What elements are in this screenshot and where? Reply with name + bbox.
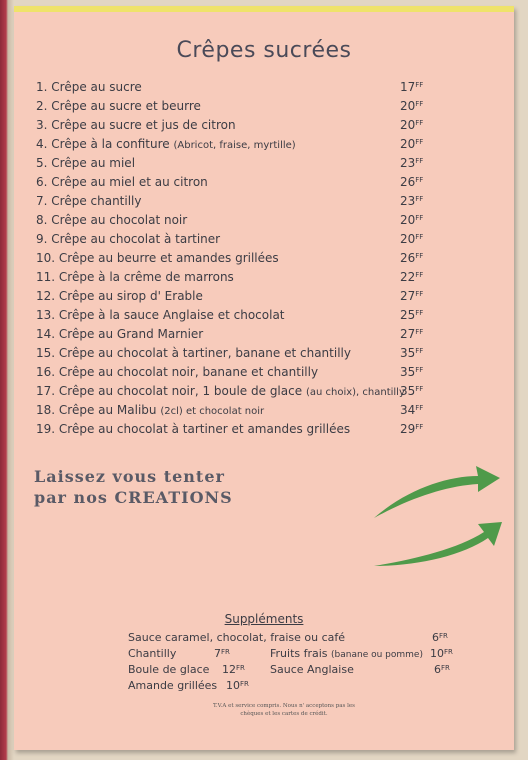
menu-item-name: 16. Crêpe au chocolat noir, banane et chantilly bbox=[36, 365, 319, 379]
currency-unit: FF bbox=[415, 119, 424, 127]
menu-item-price: $20^{FF}$ bbox=[400, 137, 424, 151]
supplement-amande-label: Amande grillées bbox=[128, 679, 218, 692]
menu-item-price: $22^{FF}$ bbox=[400, 270, 424, 284]
menu-item bbox=[36, 268, 456, 287]
menu-item-price: $26^{FF}$ bbox=[400, 251, 424, 265]
supplement-anglaise-price: $6^{FR}$ bbox=[434, 663, 450, 676]
menu-item-name: 10. Crêpe au beurre et amandes grillées bbox=[36, 251, 279, 265]
supplement-amande-price: $10^{FR}$ bbox=[226, 679, 249, 692]
menu-item-name: 19. Crêpe au chocolat à tartiner et amandes grillées bbox=[36, 422, 351, 436]
currency-unit: FF bbox=[415, 423, 424, 431]
menu-item bbox=[36, 420, 456, 439]
currency-unit: FF bbox=[415, 81, 424, 89]
menu-item-note: (Abricot, fraise, myrtille) bbox=[173, 140, 296, 151]
supplement-fruits-label: Fruits frais (banane ou pomme) bbox=[270, 647, 423, 660]
footer-line-2: chèques et les cartes de crédit. bbox=[240, 711, 328, 717]
creations-promo bbox=[34, 466, 233, 508]
supplement-sauce-price: $6^{FR}$ bbox=[432, 631, 448, 644]
menu-item-name: 14. Crêpe au Grand Marnier bbox=[36, 327, 204, 341]
menu-item-price: $27^{FF}$ bbox=[400, 289, 424, 303]
menu-item bbox=[36, 325, 456, 344]
currency-unit: FF bbox=[415, 271, 424, 279]
menu-item-name: 17. Crêpe au chocolat noir, 1 boule de glace (au choix), chantilly bbox=[36, 384, 405, 398]
supplements-title: Suppléments bbox=[224, 612, 304, 626]
menu-item-name: 5. Crêpe au miel bbox=[36, 156, 136, 170]
menu-item-note: (au choix), chantilly bbox=[305, 387, 405, 398]
menu-title: Crêpes sucrées bbox=[176, 38, 352, 63]
menu-item bbox=[36, 154, 456, 173]
menu-item-price: $20^{FF}$ bbox=[400, 99, 424, 113]
currency-unit: FF bbox=[415, 214, 424, 222]
supplement-row bbox=[128, 646, 458, 662]
menu-item-name: 8. Crêpe au chocolat noir bbox=[36, 213, 188, 227]
currency-unit: FF bbox=[415, 404, 424, 412]
currency-unit: FF bbox=[415, 252, 424, 260]
menu-item bbox=[36, 306, 456, 325]
menu-item-price: $23^{FF}$ bbox=[400, 194, 424, 208]
promo-line-2: par nos CREATIONS bbox=[34, 488, 233, 507]
menu-item-name: 4. Crêpe à la confiture (Abricot, fraise, myrtille) bbox=[36, 137, 296, 151]
currency-unit: FF bbox=[415, 347, 424, 355]
menu-item bbox=[36, 344, 456, 363]
menu-item-price: $20^{FF}$ bbox=[400, 232, 424, 246]
currency-unit: FF bbox=[415, 290, 424, 298]
currency-unit: FF bbox=[415, 385, 424, 393]
supplement-row bbox=[128, 662, 458, 678]
footer-line-1: T.V.A et service compris. Nous n' acceptons pas les bbox=[213, 703, 355, 709]
supplement-chantilly-label: Chantilly bbox=[128, 647, 177, 660]
currency-unit: FF bbox=[415, 309, 424, 317]
menu-item bbox=[36, 192, 456, 211]
currency-unit: FF bbox=[415, 328, 424, 336]
menu-item bbox=[36, 211, 456, 230]
menu-item-note: (2cl) et chocolat noir bbox=[160, 406, 265, 417]
currency-unit: FF bbox=[415, 157, 424, 165]
menu-item-name: 11. Crêpe à la crême de marrons bbox=[36, 270, 234, 284]
menu-item bbox=[36, 97, 456, 116]
menu-item-price: $23^{FF}$ bbox=[400, 156, 424, 170]
menu-item bbox=[36, 363, 456, 382]
menu-item-price: $20^{FF}$ bbox=[400, 118, 424, 132]
supplement-row bbox=[128, 678, 458, 694]
currency-unit: FF bbox=[415, 233, 424, 241]
currency-unit: FF bbox=[415, 366, 424, 374]
menu-item-name: 1. Crêpe au sucre bbox=[36, 80, 142, 94]
menu-sheet bbox=[14, 6, 514, 750]
currency-unit: FF bbox=[415, 100, 424, 108]
supplement-sauce-label: Sauce caramel, chocolat, fraise ou café bbox=[128, 631, 346, 644]
supplement-fruits-price: $10^{FR}$ bbox=[430, 647, 453, 660]
menu-item bbox=[36, 382, 456, 401]
menu-item bbox=[36, 230, 456, 249]
menu-item-price: $20^{FF}$ bbox=[400, 213, 424, 227]
menu-item bbox=[36, 116, 456, 135]
menu-item-price: $29^{FF}$ bbox=[400, 422, 424, 436]
menu-item-price: $35^{FF}$ bbox=[400, 346, 424, 360]
footer-note bbox=[194, 702, 374, 718]
supplement-row bbox=[128, 630, 458, 646]
green-arrows-icon bbox=[366, 452, 506, 572]
menu-item-name: 9. Crêpe au chocolat à tartiner bbox=[36, 232, 221, 246]
menu-item-name: 2. Crêpe au sucre et beurre bbox=[36, 99, 201, 113]
menu-item-price: $25^{FF}$ bbox=[400, 308, 424, 322]
menu-item-list bbox=[36, 78, 456, 439]
menu-item bbox=[36, 401, 456, 420]
menu-item-price: $26^{FF}$ bbox=[400, 175, 424, 189]
menu-item bbox=[36, 249, 456, 268]
menu-item-name: 3. Crêpe au sucre et jus de citron bbox=[36, 118, 236, 132]
menu-item-price: $35^{FF}$ bbox=[400, 365, 424, 379]
menu-item bbox=[36, 173, 456, 192]
menu-item-price: $35^{FF}$ bbox=[400, 384, 424, 398]
menu-item bbox=[36, 287, 456, 306]
menu-item bbox=[36, 78, 456, 97]
menu-item-name: 7. Crêpe chantilly bbox=[36, 194, 142, 208]
menu-item-price: $34^{FF}$ bbox=[400, 403, 424, 417]
menu-item-name: 13. Crêpe à la sauce Anglaise et chocolat bbox=[36, 308, 285, 322]
currency-unit: FF bbox=[415, 176, 424, 184]
currency-unit: FF bbox=[415, 195, 424, 203]
menu-item-price: $17^{FF}$ bbox=[400, 80, 424, 94]
menu-item-price: $27^{FF}$ bbox=[400, 327, 424, 341]
menu-item-name: 15. Crêpe au chocolat à tartiner, banane et chantilly bbox=[36, 346, 351, 360]
promo-line-1: Laissez vous tenter bbox=[34, 467, 225, 486]
supplement-glace-label: Boule de glace bbox=[128, 663, 210, 676]
menu-item bbox=[36, 135, 456, 154]
currency-unit: FF bbox=[415, 138, 424, 146]
supplements-list bbox=[128, 630, 458, 694]
menu-item-name: 6. Crêpe au miel et au citron bbox=[36, 175, 208, 189]
menu-item-name: 12. Crêpe au sirop d' Erable bbox=[36, 289, 203, 303]
menu-item-name: 18. Crêpe au Malibu (2cl) et chocolat noir bbox=[36, 403, 265, 417]
supplement-glace-price: $12^{FR}$ bbox=[222, 663, 245, 676]
supplement-anglaise-label: Sauce Anglaise bbox=[270, 663, 354, 676]
supplement-chantilly-price: $7^{FR}$ bbox=[214, 647, 230, 660]
